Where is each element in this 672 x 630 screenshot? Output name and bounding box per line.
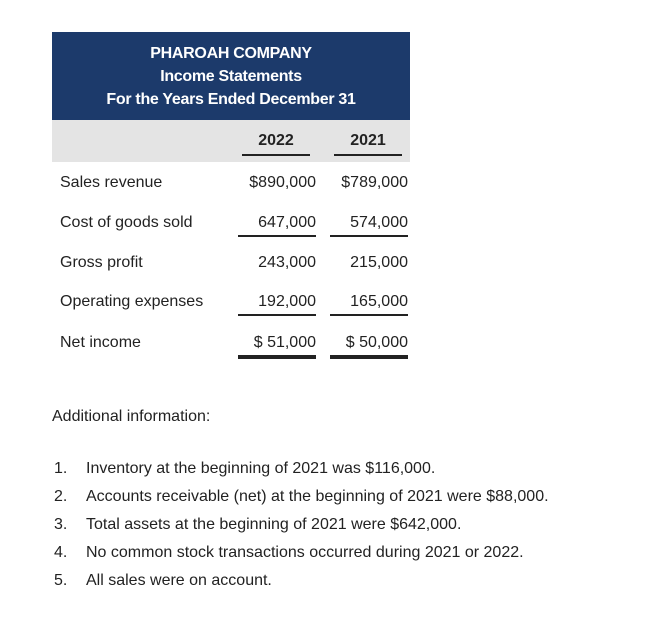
row-label: Gross profit <box>60 254 143 271</box>
item-text: All sales were on account. <box>86 572 272 589</box>
row-label: Operating expenses <box>60 293 204 310</box>
item-text: Inventory at the beginning of 2021 was $116,000. <box>86 460 436 477</box>
statement-title: Income Statements <box>160 68 302 85</box>
row-label: Sales revenue <box>60 174 163 191</box>
value-2021: 215,000 <box>350 254 408 271</box>
additional-info-heading: Additional information: <box>52 408 211 425</box>
value-2021: $ 50,000 <box>330 334 408 359</box>
year-2022-header: 2022 <box>242 132 310 156</box>
value-2021: 574,000 <box>330 214 408 237</box>
row-label: Cost of goods sold <box>60 214 193 231</box>
item-number: 2. <box>54 488 68 505</box>
value-2021: $789,000 <box>341 174 408 191</box>
income-statement-table <box>52 32 410 351</box>
list-item <box>52 514 549 542</box>
statement-period: For the Years Ended December 31 <box>106 91 356 108</box>
row-operating-expenses <box>52 293 410 315</box>
value-2022: 647,000 <box>238 214 316 237</box>
value-2022: $890,000 <box>249 174 316 191</box>
value-2021: 165,000 <box>330 293 408 316</box>
company-name: PHAROAH COMPANY <box>150 45 312 62</box>
row-gross-profit <box>52 254 410 276</box>
item-text: No common stock transactions occurred during 2021 or 2022. <box>86 544 524 561</box>
value-2022: 243,000 <box>258 254 316 271</box>
value-2022: 192,000 <box>238 293 316 316</box>
year-header-row <box>52 120 410 162</box>
value-2022: $ 51,000 <box>238 334 316 359</box>
item-number: 4. <box>54 544 68 561</box>
item-text: Accounts receivable (net) at the beginning of 2021 were $88,000. <box>86 488 549 505</box>
item-text: Total assets at the beginning of 2021 were $642,000. <box>86 516 462 533</box>
row-net-income <box>52 334 410 356</box>
list-item <box>52 570 549 598</box>
item-number: 5. <box>54 572 68 589</box>
year-2021-header: 2021 <box>334 132 402 156</box>
list-item <box>52 486 549 514</box>
item-number: 1. <box>54 460 68 477</box>
list-item <box>52 542 549 570</box>
item-number: 3. <box>54 516 68 533</box>
statement-header <box>52 32 410 120</box>
row-sales-revenue <box>52 174 410 196</box>
row-cost-of-goods-sold <box>52 214 410 236</box>
list-item <box>52 458 549 486</box>
row-label: Net income <box>60 334 141 351</box>
additional-info-list <box>52 458 549 598</box>
